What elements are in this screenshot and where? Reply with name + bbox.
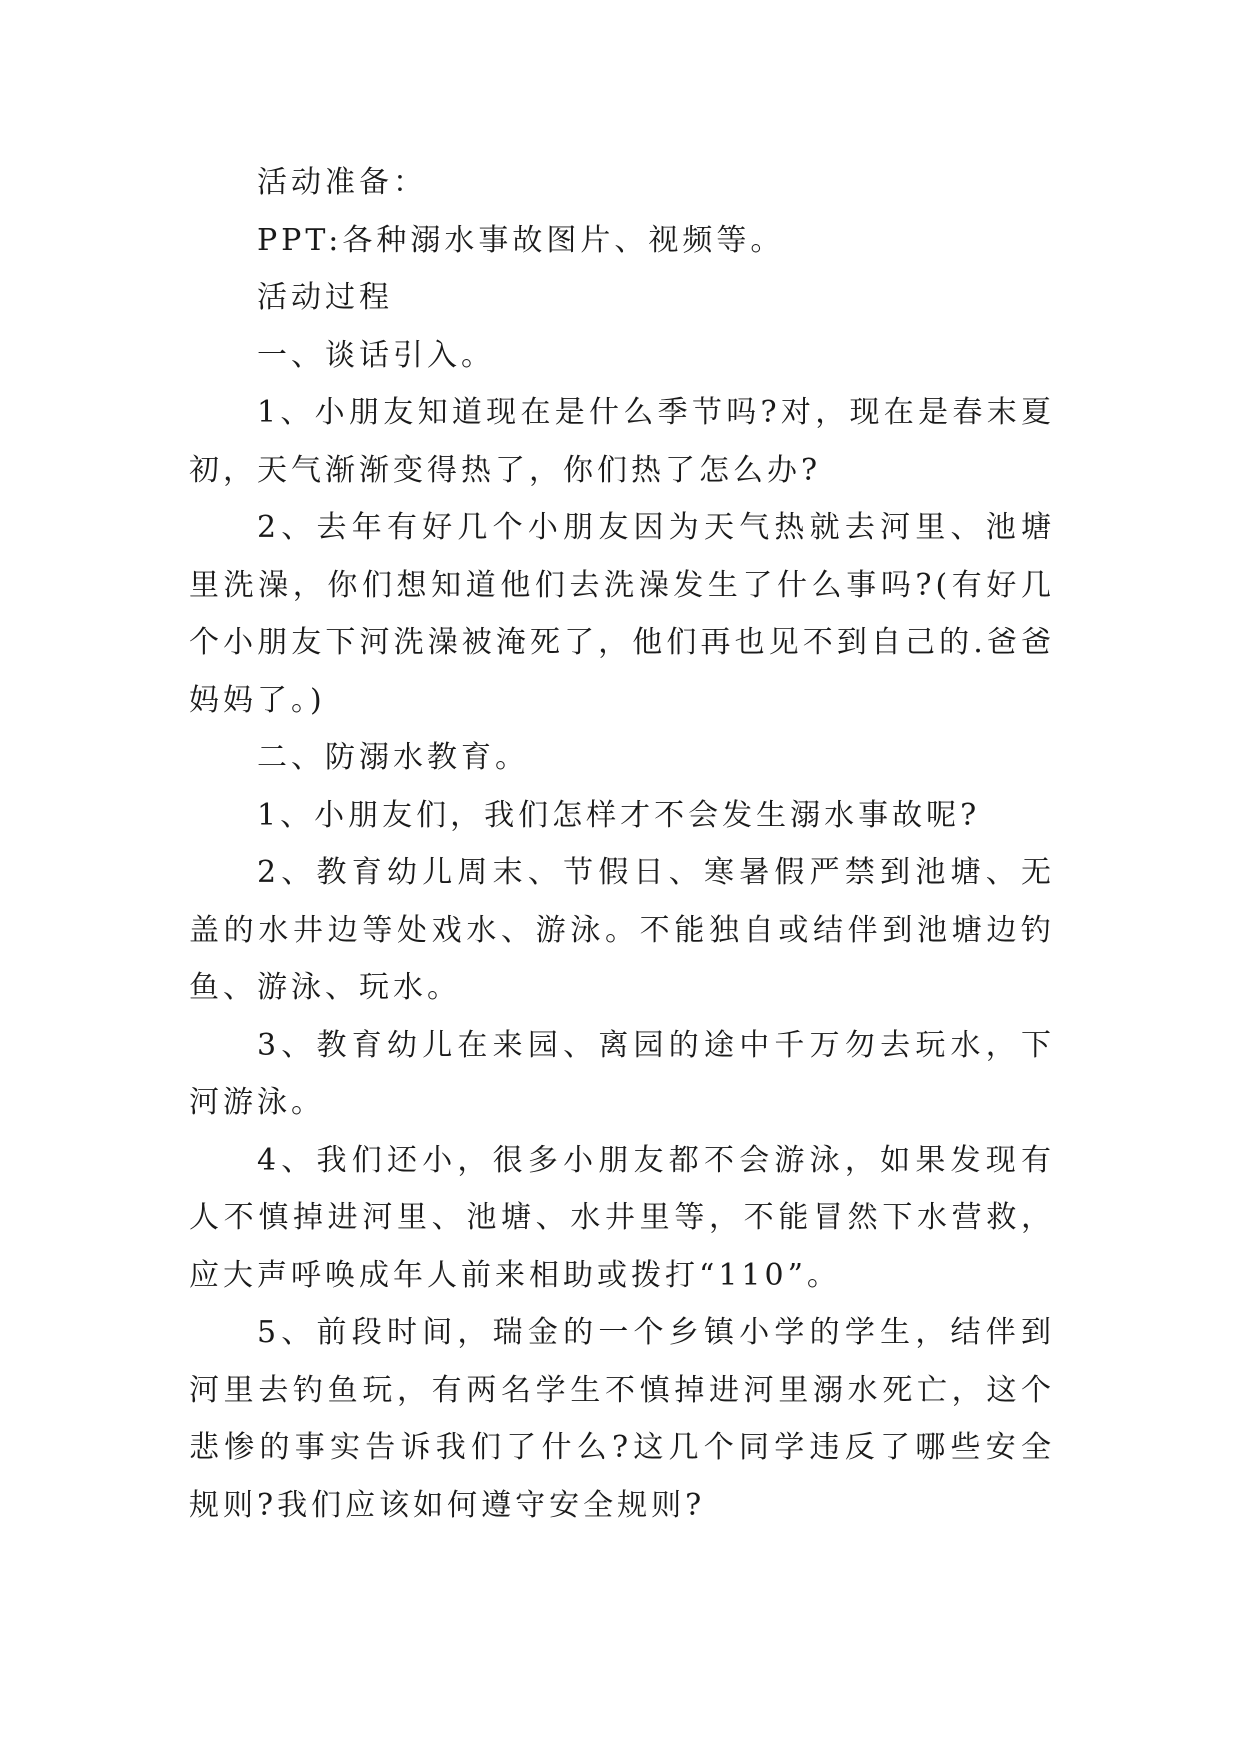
paragraph-item-5-incident: 5、前段时间，瑞金的一个乡镇小学的学生，结伴到河里去钓鱼玩，有两名学生不慎掉进河里溺水死亡，这个悲惨的事实告诉我们了什么?这几个同学违反了哪些安全规则?我们应该如何遵守安全规则?: [189, 1315, 1055, 1523]
paragraph-item-2-last-year: 2、去年有好几个小朋友因为天气热就去河里、池塘里洗澡，你们想知道他们去洗澡发生了什么事吗?(有好几个小朋友下河洗澡被淹死了，他们再也见不到自己的.爸爸妈妈了。): [189, 510, 1055, 718]
heading-activity-process: 活动过程: [257, 280, 393, 315]
heading-activity-preparation: 活动准备：: [257, 165, 427, 200]
section-heading-drowning-prevention: 二、防溺水教育。: [257, 740, 529, 775]
paragraph-ppt-materials: PPT:各种溺水事故图片、视频等。: [257, 222, 785, 258]
document-body: [189, 154, 1055, 1534]
paragraph-item-4-call-for-help: 4、我们还小，很多小朋友都不会游泳，如果发现有人不慎掉进河里、池塘、水井里等，不能冒然下水营救，应大声呼唤成年人前来相助或拨打“110”。: [189, 1142, 1055, 1293]
paragraph-item-1-season: 1、小朋友知道现在是什么季节吗?对，现在是春末夏初，天气渐渐变得热了，你们热了怎么办?: [189, 395, 1055, 488]
paragraph-item-3-commute: 3、教育幼儿在来园、离园的途中千万勿去玩水，下河游泳。: [189, 1027, 1055, 1120]
section-heading-conversation-intro: 一、谈话引入。: [257, 337, 495, 373]
paragraph-item-2-holidays: 2、教育幼儿周末、节假日、寒暑假严禁到池塘、无盖的水井边等处戏水、游泳。不能独自或结伴到池塘边钓鱼、游泳、玩水。: [189, 855, 1055, 1005]
paragraph-item-1-how-to-avoid: 1、小朋友们，我们怎样才不会发生溺水事故呢?: [257, 797, 981, 833]
